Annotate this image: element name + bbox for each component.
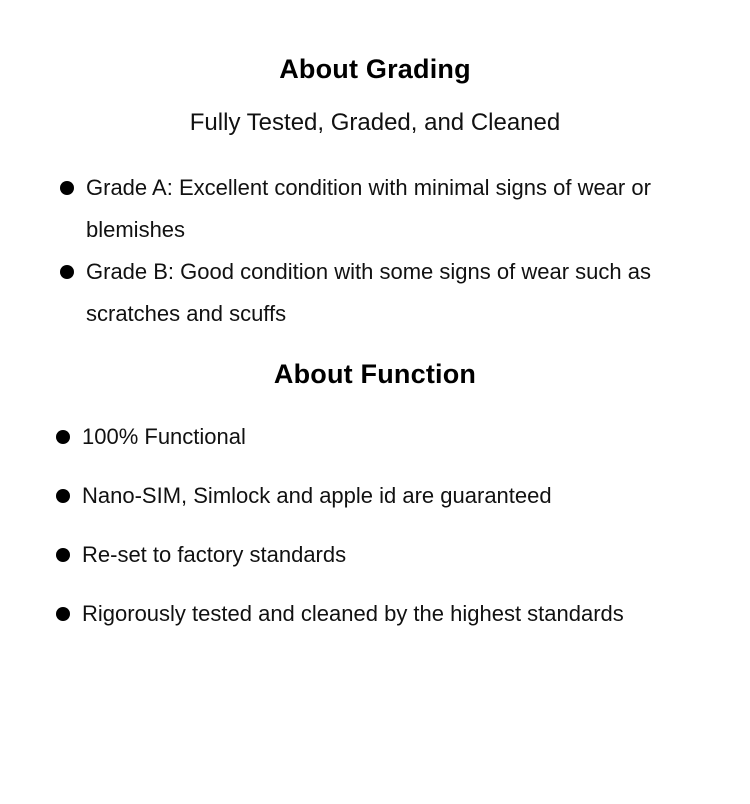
list-item-label: Grade B: Good condition with some signs of wear such as scratches and scuffs (86, 259, 651, 326)
list-item-label: Nano-SIM, Simlock and apple id are guaranteed (82, 483, 552, 508)
page-title-about-grading: About Grading (279, 54, 471, 84)
list-item (56, 416, 690, 458)
list-item (60, 251, 690, 335)
bullet-icon (56, 548, 70, 562)
bullet-icon (56, 489, 70, 503)
document-page (0, 54, 750, 804)
list-item-label: Re-set to factory standards (82, 542, 347, 567)
bullet-icon (60, 181, 74, 195)
list-item (56, 475, 690, 517)
bullet-icon (56, 430, 70, 444)
page-title-about-function: About Function (273, 359, 477, 389)
list-item-label: Grade A: Excellent condition with minimal signs of wear or blemishes (86, 175, 651, 242)
bullet-icon (60, 265, 74, 279)
list-item (56, 593, 690, 635)
list-item-label: Rigorously tested and cleaned by the highest standards (82, 601, 624, 626)
list-item-label: 100% Functional (82, 424, 246, 449)
function-list (0, 416, 750, 635)
list-item (56, 534, 690, 576)
grading-subtitle: Fully Tested, Graded, and Cleaned (189, 109, 561, 136)
list-item (60, 167, 690, 251)
grading-list (0, 167, 750, 335)
bullet-icon (56, 607, 70, 621)
